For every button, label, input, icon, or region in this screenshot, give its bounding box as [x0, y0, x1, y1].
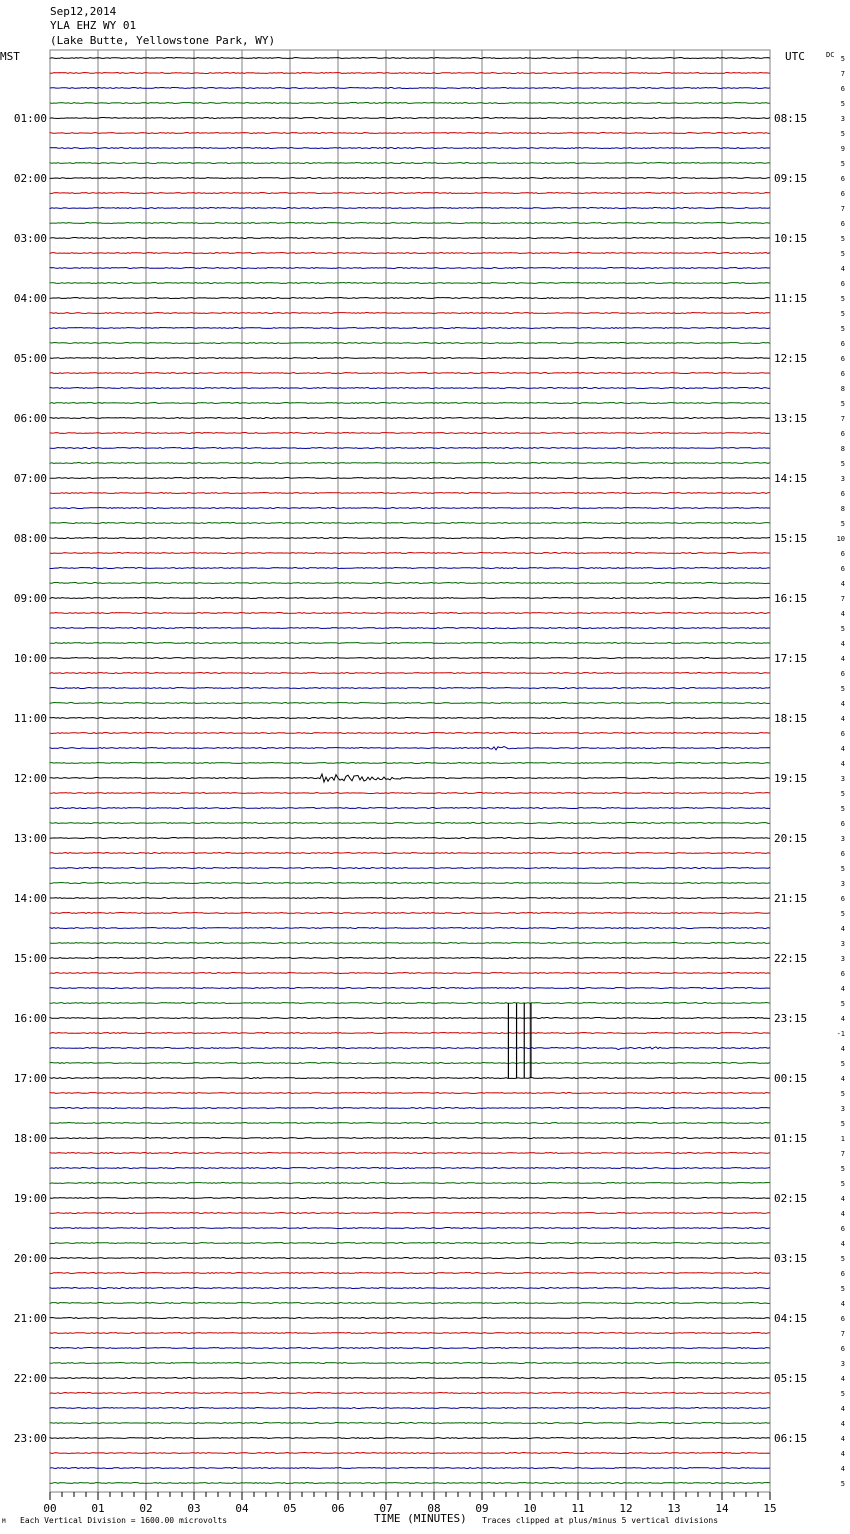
left-hour-label: 17:00 — [13, 1072, 47, 1085]
trace-row — [50, 73, 770, 74]
trace-row — [50, 643, 770, 644]
trace-row — [50, 1168, 770, 1169]
trace-row — [50, 253, 770, 254]
trace-row — [50, 448, 770, 449]
dc-offset-label: 7 — [840, 595, 845, 603]
dc-offset-label: 7 — [840, 1330, 845, 1338]
trace-row — [50, 208, 770, 209]
left-hour-label: 05:00 — [13, 352, 47, 365]
trace-row — [50, 1363, 770, 1364]
right-hour-label: 00:15 — [774, 1072, 808, 1085]
trace-row — [50, 58, 770, 59]
left-hour-label: 02:00 — [13, 172, 47, 185]
trace-row — [50, 1093, 770, 1094]
dc-offset-label: 8 — [840, 505, 845, 513]
right-hour-label: 05:15 — [774, 1372, 808, 1385]
trace-row — [50, 1108, 770, 1109]
right-hour-label: 02:15 — [774, 1192, 808, 1205]
trace-row — [50, 1183, 770, 1184]
dc-offset-label: 5 — [840, 1285, 845, 1293]
trace-row — [50, 238, 770, 239]
right-hour-label: 16:15 — [774, 592, 808, 605]
trace-row — [50, 1288, 770, 1289]
right-hour-label: 13:15 — [774, 412, 808, 425]
trace-row — [50, 118, 770, 119]
dc-offset-label: 7 — [840, 415, 845, 423]
x-tick-label: 01 — [91, 1502, 105, 1515]
left-hour-label: 15:00 — [13, 952, 47, 965]
trace-row — [50, 658, 770, 659]
dc-offset-label: 6 — [840, 1225, 845, 1233]
left-hour-label: 03:00 — [13, 232, 47, 245]
right-hour-label: 14:15 — [774, 472, 808, 485]
dc-offset-label: 5 — [840, 1255, 845, 1263]
right-hour-label: 03:15 — [774, 1252, 808, 1265]
dc-offset-label: 5 — [840, 235, 845, 243]
dc-offset-label: 3 — [840, 940, 845, 948]
right-hour-label: 04:15 — [774, 1312, 808, 1325]
trace-row — [50, 793, 770, 794]
right-timezone-label: UTC — [785, 50, 805, 63]
trace-row — [50, 1018, 770, 1019]
dc-offset-label: 5 — [840, 910, 845, 918]
left-hour-label: 13:00 — [13, 832, 47, 845]
left-hour-label: 06:00 — [13, 412, 47, 425]
trace-row — [50, 1468, 770, 1469]
right-hour-label: 19:15 — [774, 772, 808, 785]
trace-row — [50, 703, 770, 704]
trace-row — [50, 688, 770, 689]
x-tick-label: 02 — [139, 1502, 153, 1515]
dc-offset-label: 4 — [840, 1405, 845, 1413]
trace-row — [50, 1483, 770, 1484]
trace-row — [50, 313, 770, 314]
trace-row — [50, 103, 770, 104]
clip-note: Traces clipped at plus/minus 5 vertical divisions — [482, 1516, 719, 1525]
dc-offset-label: 7 — [840, 205, 845, 213]
location-label: (Lake Butte, Yellowstone Park, WY) — [50, 34, 276, 47]
dc-offset-label: 4 — [840, 1045, 845, 1053]
right-hour-label: 09:15 — [774, 172, 808, 185]
trace-row — [50, 148, 770, 149]
left-hour-label: 16:00 — [13, 1012, 47, 1025]
trace-row — [50, 523, 770, 524]
dc-offset-label: 5 — [840, 625, 845, 633]
left-hour-label: 14:00 — [13, 892, 47, 905]
x-tick-label: 13 — [667, 1502, 681, 1515]
dc-offset-label: 4 — [840, 1375, 845, 1383]
x-tick-label: 15 — [763, 1502, 777, 1515]
dc-offset-label: 5 — [840, 1000, 845, 1008]
right-hour-label: 22:15 — [774, 952, 808, 965]
trace-row — [50, 774, 770, 782]
trace-row — [50, 133, 770, 134]
trace-row — [50, 883, 770, 884]
right-hour-label: 17:15 — [774, 652, 808, 665]
trace-row — [50, 433, 770, 434]
dc-offset-label: -1 — [836, 1030, 845, 1038]
trace-row — [50, 928, 770, 929]
dc-offset-label: 5 — [840, 1180, 845, 1188]
dc-offset-label: 5 — [840, 310, 845, 318]
right-hour-label: 01:15 — [774, 1132, 808, 1145]
right-hour-label: 06:15 — [774, 1432, 808, 1445]
x-tick-label: 06 — [331, 1502, 345, 1515]
x-tick-label: 00 — [43, 1502, 57, 1515]
trace-row — [50, 823, 770, 824]
trace-row — [50, 403, 770, 404]
trace-row — [50, 1258, 770, 1259]
dc-offset-label: 5 — [840, 685, 845, 693]
dc-offset-label: 4 — [840, 1210, 845, 1218]
trace-row — [50, 283, 770, 284]
dc-offset-label: 5 — [840, 55, 845, 63]
trace-row — [50, 1213, 770, 1214]
dc-offset-label: 10 — [836, 535, 845, 543]
dc-offset-label: 5 — [840, 100, 845, 108]
trace-row — [50, 973, 770, 974]
dc-offset-label: 4 — [840, 640, 845, 648]
dc-offset-label: 4 — [840, 655, 845, 663]
trace-row — [50, 868, 770, 869]
trace-row — [50, 568, 770, 569]
dc-offset-label: 4 — [840, 265, 845, 273]
dc-offset-label: 3 — [840, 835, 845, 843]
trace-row — [50, 943, 770, 944]
dc-offset-label: 4 — [840, 580, 845, 588]
dc-offset-label: 6 — [840, 85, 845, 93]
trace-row — [50, 718, 770, 719]
trace-row — [50, 328, 770, 329]
dc-offset-label: 8 — [840, 385, 845, 393]
left-hour-label: 18:00 — [13, 1132, 47, 1145]
dc-offset-label: 6 — [840, 430, 845, 438]
dc-offset-label: 6 — [840, 550, 845, 558]
trace-row — [50, 747, 770, 750]
x-tick-label: 14 — [715, 1502, 729, 1515]
trace-row — [50, 1378, 770, 1379]
left-hour-label: 22:00 — [13, 1372, 47, 1385]
dc-offset-label: 6 — [840, 340, 845, 348]
x-tick-label: 12 — [619, 1502, 633, 1515]
trace-row — [50, 1138, 770, 1139]
trace-row — [50, 583, 770, 584]
dc-offset-label: 6 — [840, 970, 845, 978]
trace-row — [50, 1078, 770, 1079]
trace-row — [50, 1273, 770, 1274]
trace-row — [50, 1453, 770, 1454]
dc-offset-label: 7 — [840, 1150, 845, 1158]
trace-row — [50, 628, 770, 629]
scale-note: Each Vertical Division = 1600.00 microvolts — [20, 1516, 228, 1525]
trace-row — [50, 598, 770, 599]
trace-row — [50, 268, 770, 269]
dc-offset-label: 5 — [840, 400, 845, 408]
dc-offset-label: 5 — [840, 1480, 845, 1488]
trace-row — [50, 1243, 770, 1244]
left-hour-label: 08:00 — [13, 532, 47, 545]
right-hour-label: 21:15 — [774, 892, 808, 905]
trace-row — [50, 358, 770, 359]
dc-offset-label: 5 — [840, 1090, 845, 1098]
dc-offset-label: 7 — [840, 70, 845, 78]
trace-row — [50, 1318, 770, 1319]
dc-offset-label: 6 — [840, 850, 845, 858]
dc-offset-label: 6 — [840, 820, 845, 828]
trace-row — [50, 373, 770, 374]
trace-row — [50, 1063, 770, 1064]
right-hour-label: 11:15 — [774, 292, 808, 305]
trace-row — [50, 1228, 770, 1229]
dc-offset-label: 4 — [840, 985, 845, 993]
dc-offset-label: 6 — [840, 280, 845, 288]
dc-offset-label: 1 — [840, 1135, 845, 1143]
trace-row — [50, 1047, 770, 1050]
trace-row — [50, 1408, 770, 1409]
dc-offset-label: 6 — [840, 670, 845, 678]
dc-offset-label: 4 — [840, 760, 845, 768]
dc-offset-label: 4 — [840, 1465, 845, 1473]
dc-offset-label: 3 — [840, 1360, 845, 1368]
dc-offset-label: 5 — [840, 160, 845, 168]
dc-offset-label: 5 — [840, 130, 845, 138]
dc-offset-label: 4 — [840, 610, 845, 618]
left-hour-label: 20:00 — [13, 1252, 47, 1265]
trace-row — [50, 193, 770, 194]
trace-row — [50, 463, 770, 464]
right-hour-label: 18:15 — [774, 712, 808, 725]
dc-offset-label: 5 — [840, 520, 845, 528]
trace-row — [50, 388, 770, 389]
dc-offset-label: 5 — [840, 250, 845, 258]
trace-row — [50, 808, 770, 809]
trace-row — [50, 613, 770, 614]
trace-row — [50, 763, 770, 764]
dc-offset-label: 3 — [840, 955, 845, 963]
trace-row — [50, 538, 770, 539]
left-hour-label: 07:00 — [13, 472, 47, 485]
x-tick-label: 04 — [235, 1502, 249, 1515]
x-axis-label: TIME (MINUTES) — [374, 1512, 467, 1525]
dc-offset-label: 6 — [840, 1315, 845, 1323]
dc-offset-label: 9 — [840, 145, 845, 153]
trace-row — [50, 1303, 770, 1304]
trace-row — [50, 163, 770, 164]
dc-offset-label: 6 — [840, 565, 845, 573]
trace-row — [50, 898, 770, 899]
dc-header-label: DC — [826, 51, 835, 59]
dc-offset-label: 4 — [840, 1450, 845, 1458]
dc-offset-label: 5 — [840, 805, 845, 813]
trace-row — [50, 988, 770, 989]
x-tick-label: 07 — [379, 1502, 393, 1515]
trace-row — [50, 1153, 770, 1154]
left-timezone-label: MST — [0, 50, 20, 63]
dc-offset-label: 4 — [840, 1300, 845, 1308]
left-hour-label: 12:00 — [13, 772, 47, 785]
dc-offset-label: 5 — [840, 1390, 845, 1398]
dc-offset-label: 6 — [840, 175, 845, 183]
dc-offset-label: 4 — [840, 715, 845, 723]
trace-row — [50, 838, 770, 839]
trace-row — [50, 478, 770, 479]
dc-offset-label: 6 — [840, 370, 845, 378]
left-hour-label: 09:00 — [13, 592, 47, 605]
dc-offset-label: 3 — [840, 115, 845, 123]
trace-row — [50, 1333, 770, 1334]
dc-offset-label: 8 — [840, 445, 845, 453]
right-hour-label: 20:15 — [774, 832, 808, 845]
trace-row — [50, 493, 770, 494]
dc-offset-label: 5 — [840, 1060, 845, 1068]
dc-offset-label: 4 — [840, 1195, 845, 1203]
trace-row — [50, 508, 770, 509]
dc-offset-label: 4 — [840, 1240, 845, 1248]
right-hour-label: 23:15 — [774, 1012, 808, 1025]
dc-offset-label: 6 — [840, 220, 845, 228]
corner-mark: M — [2, 1518, 6, 1525]
right-hour-label: 10:15 — [774, 232, 808, 245]
dc-offset-label: 4 — [840, 1420, 845, 1428]
dc-offset-label: 6 — [840, 190, 845, 198]
trace-row — [50, 1123, 770, 1124]
trace-row — [50, 343, 770, 344]
dc-offset-label: 6 — [840, 1270, 845, 1278]
trace-row — [50, 418, 770, 419]
right-hour-label: 12:15 — [774, 352, 808, 365]
x-tick-label: 05 — [283, 1502, 297, 1515]
trace-row — [50, 1393, 770, 1394]
plot-frame — [50, 50, 770, 1492]
x-tick-label: 10 — [523, 1502, 537, 1515]
dc-offset-label: 3 — [840, 775, 845, 783]
dc-offset-label: 4 — [840, 925, 845, 933]
dc-offset-label: 4 — [840, 1435, 845, 1443]
trace-row — [50, 88, 770, 89]
dc-offset-label: 5 — [840, 325, 845, 333]
dc-offset-label: 5 — [840, 460, 845, 468]
trace-row — [50, 553, 770, 554]
x-tick-label: 03 — [187, 1502, 201, 1515]
dc-offset-label: 3 — [840, 475, 845, 483]
dc-offset-label: 6 — [840, 355, 845, 363]
x-tick-label: 09 — [475, 1502, 489, 1515]
trace-row — [50, 1033, 770, 1034]
dc-offset-label: 4 — [840, 1015, 845, 1023]
dc-offset-label: 4 — [840, 1075, 845, 1083]
dc-offset-label: 5 — [840, 1165, 845, 1173]
left-hour-label: 01:00 — [13, 112, 47, 125]
dc-offset-label: 4 — [840, 745, 845, 753]
dc-offset-label: 4 — [840, 700, 845, 708]
dc-offset-label: 6 — [840, 1345, 845, 1353]
dc-offset-label: 5 — [840, 295, 845, 303]
dc-offset-label: 5 — [840, 790, 845, 798]
trace-row — [50, 913, 770, 914]
trace-row — [50, 853, 770, 854]
trace-row — [50, 1438, 770, 1439]
left-hour-label: 19:00 — [13, 1192, 47, 1205]
dc-offset-label: 5 — [840, 1120, 845, 1128]
station-label: YLA EHZ WY 01 — [50, 19, 137, 32]
trace-row — [50, 733, 770, 734]
left-hour-label: 04:00 — [13, 292, 47, 305]
dc-offset-label: 5 — [840, 865, 845, 873]
date-label: Sep12,2014 — [50, 5, 117, 18]
trace-row — [50, 1348, 770, 1349]
trace-row — [50, 178, 770, 179]
trace-row — [50, 1003, 770, 1004]
trace-row — [50, 673, 770, 674]
trace-row — [50, 298, 770, 299]
dc-offset-label: 3 — [840, 880, 845, 888]
right-hour-label: 08:15 — [774, 112, 808, 125]
right-hour-label: 15:15 — [774, 532, 808, 545]
trace-row — [50, 1423, 770, 1424]
dc-offset-label: 6 — [840, 490, 845, 498]
dc-offset-label: 6 — [840, 730, 845, 738]
left-hour-label: 10:00 — [13, 652, 47, 665]
dc-offset-label: 6 — [840, 895, 845, 903]
x-tick-label: 08 — [427, 1502, 441, 1515]
left-hour-label: 21:00 — [13, 1312, 47, 1325]
dc-offset-label: 3 — [840, 1105, 845, 1113]
trace-row — [50, 1198, 770, 1199]
left-hour-label: 23:00 — [13, 1432, 47, 1445]
x-tick-label: 11 — [571, 1502, 585, 1515]
left-hour-label: 11:00 — [13, 712, 47, 725]
trace-row — [50, 958, 770, 959]
trace-row — [50, 223, 770, 224]
